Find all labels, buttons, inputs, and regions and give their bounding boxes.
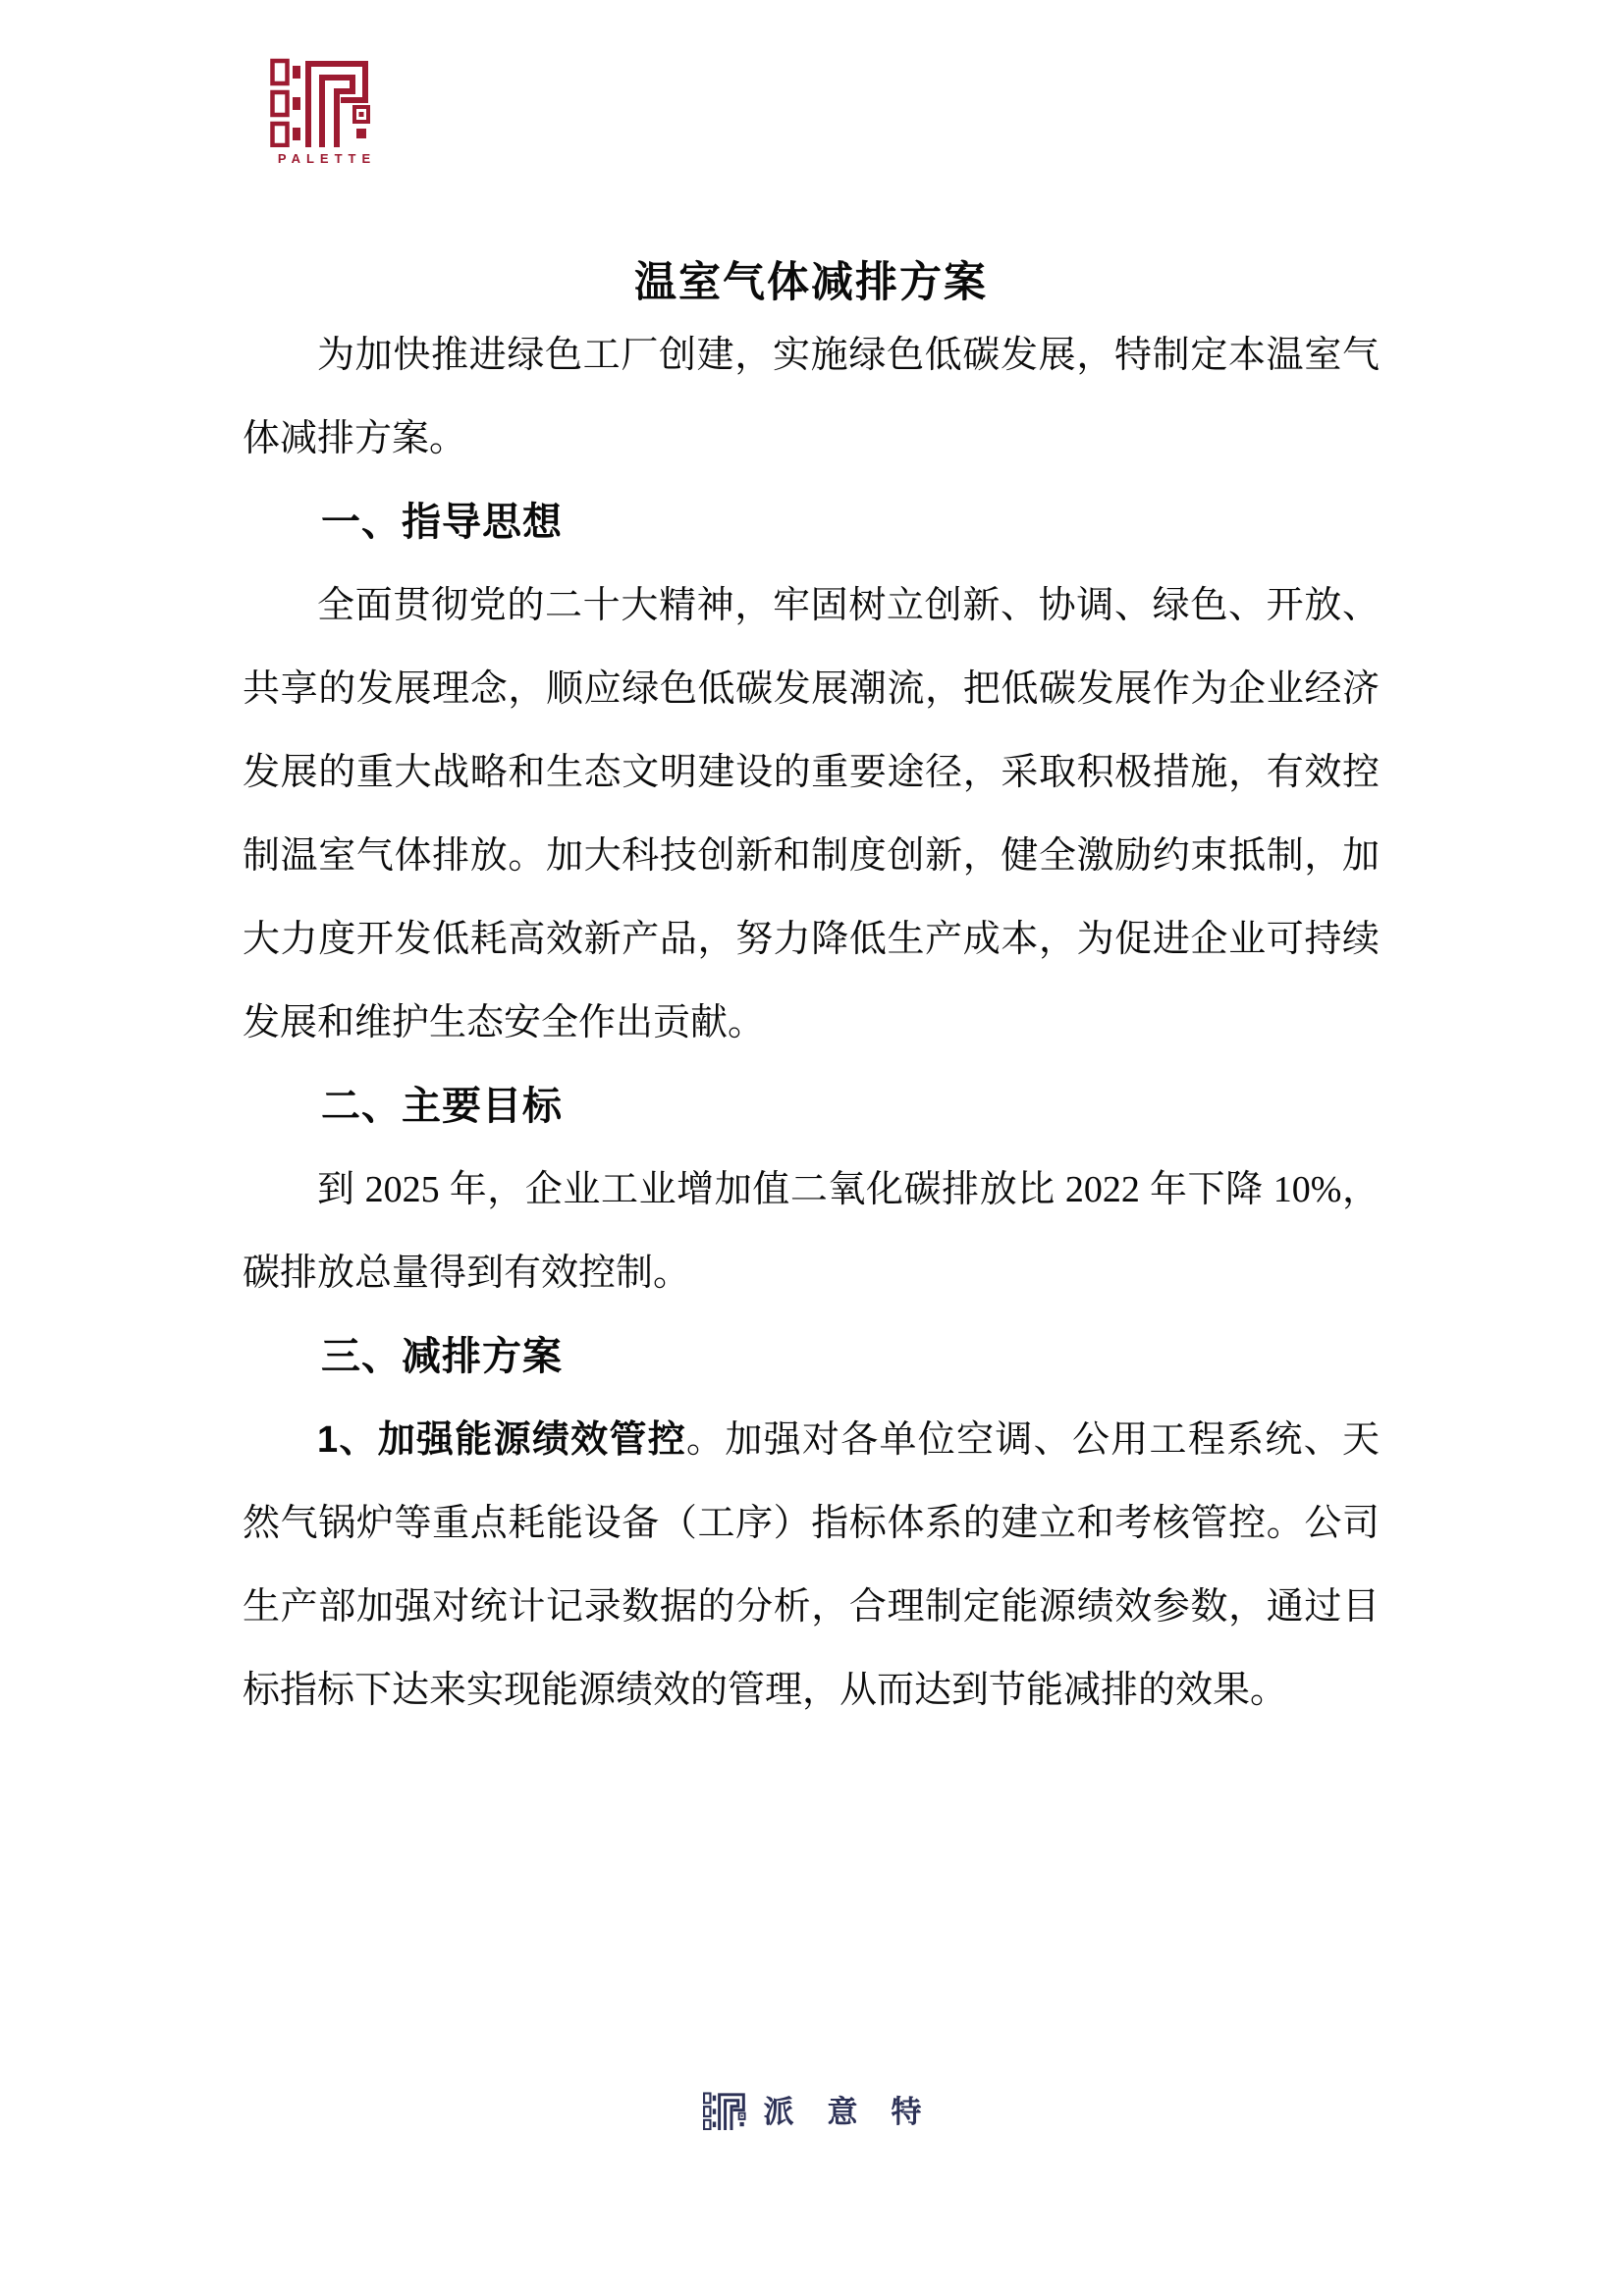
document-content — [243, 0, 1380, 1733]
measure-1-lead: 1、加强能源绩效管控 — [317, 1419, 687, 1461]
header-logo-wordmark: PALETTE — [277, 151, 377, 166]
footer-logo — [0, 2087, 1624, 2131]
measure-1-rest: 。加强对各单位空调、公用工程系统、天然气锅炉等重点耗能设备（工序）指标体系的建立和考核管控。公司生产部加强对统计记录数据的分析，合理制定能源绩效参数，通过目标指标下达来实现能源绩效的管理，从而达到节能减排的效果。 — [243, 1419, 1380, 1711]
section-heading-1: 一、指导思想 — [321, 501, 563, 544]
intro-paragraph: 为加快推进绿色工厂创建，实施绿色低碳发展，特制定本温室气体减排方案。 — [243, 335, 1380, 459]
footer-logo-wordmark: 派意特 — [763, 2095, 955, 2129]
guiding-paragraph: 全面贯彻党的二十大精神，牢固树立创新、协调、绿色、开放、共享的发展理念，顺应绿色低碳发展潮流，把低碳发展作为企业经济发展的重大战略和生态文明建设的重要途径，采取积极措施，有效控制温室气体排放。加大科技创新和制度创新，健全激励约束抵制，加大力度开发低耗高效新产品，努力降低生产成本，为促进企业可持续发展和维护生态安全作出贡献。 — [243, 585, 1380, 1043]
section-heading-3: 三、减排方案 — [321, 1335, 563, 1378]
paiyite-logo-icon — [703, 2088, 748, 2130]
page-title: 温室气体减排方案 — [634, 260, 988, 306]
goal-paragraph: 到 2025 年，企业工业增加值二氧化碳排放比 2022 年下降 10%，碳排放总量得到有效控制。 — [243, 1169, 1380, 1294]
measure-1-paragraph — [243, 1399, 1380, 1733]
section-heading-2: 二、主要目标 — [321, 1085, 563, 1128]
